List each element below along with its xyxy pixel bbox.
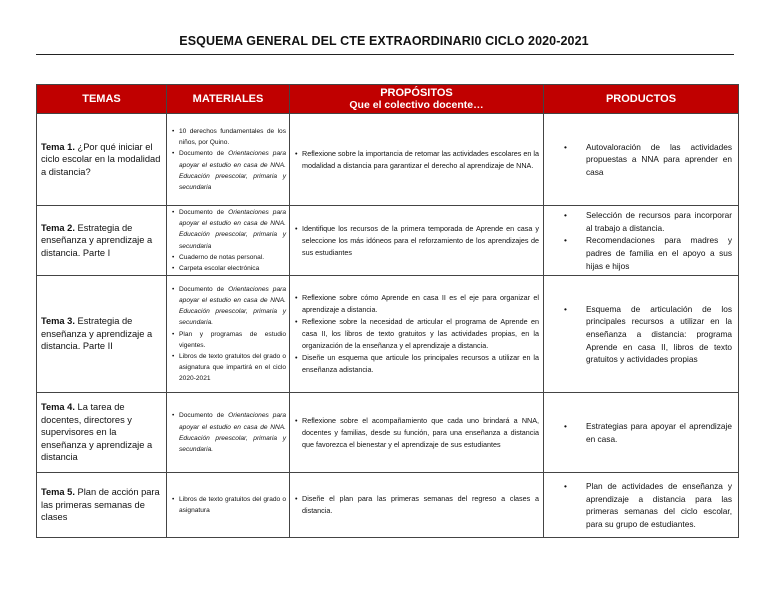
propositos-cell bbox=[290, 114, 544, 206]
propositos-list bbox=[294, 493, 539, 517]
proposito-item: • Diseñe el plan para las primeras semanas del regreso a clases a distancia. bbox=[294, 493, 539, 517]
materiales-list bbox=[171, 284, 286, 385]
propositos-list bbox=[294, 223, 539, 259]
table-row bbox=[37, 393, 739, 473]
materiales-cell bbox=[167, 276, 290, 393]
tema-number: Tema 1. bbox=[41, 141, 75, 152]
material-item bbox=[171, 148, 286, 193]
schedule-table bbox=[36, 84, 739, 538]
tema-title: Estrategia de enseñanza y aprendizaje a distancia. Parte II bbox=[41, 316, 153, 352]
material-italic-text: Orientaciones para apoyar el estudio en casa de NNA. Educación preescolar, primaria y secundaria. bbox=[179, 285, 286, 327]
proposito-item: • Reflexione sobre la importancia de retomar las actividades escolares en la modalidad a distancia para garantizar el derecho al aprendizaje de NNA. bbox=[294, 148, 539, 172]
productos-cell bbox=[544, 276, 739, 393]
propositos-cell bbox=[290, 393, 544, 473]
header-productos: PRODUCTOS bbox=[544, 85, 739, 114]
proposito-item: • Diseñe un esquema que articule los principales recursos a utilizar en la enseñanza adistancia. bbox=[294, 352, 539, 376]
material-italic-text: Orientaciones para apoyar el estudio en casa de NNA. Educación preescolar, primaria y secundaria bbox=[179, 209, 286, 250]
producto-item: • Selección de recursos para incorporar al trabajo a distancia. bbox=[550, 209, 732, 234]
tema-number: Tema 5. bbox=[41, 487, 75, 498]
table-row bbox=[37, 206, 739, 276]
material-italic-text: Orientaciones para apoyar el estudio en casa de NNA. Educación preescolar, primaria y secundaria bbox=[179, 150, 286, 191]
tema-title: Plan de acción para las primeras semanas de clases bbox=[41, 487, 160, 523]
tema-number: Tema 2. bbox=[41, 222, 75, 233]
header-row bbox=[37, 85, 739, 114]
header-propositos-label: PROPÓSITOS bbox=[380, 87, 453, 99]
propositos-cell bbox=[290, 473, 544, 538]
material-item bbox=[171, 284, 286, 329]
productos-cell bbox=[544, 473, 739, 538]
proposito-item: • Identifique los recursos de la primera temporada de Aprende en casa y seleccione los más idóneos para el reforzamiento de los aprendizajes de sus estudiantes bbox=[294, 223, 539, 259]
material-text: Documento de bbox=[179, 285, 229, 293]
proposito-item: • Reflexione sobre la necesidad de articular el programa de Aprende en casa II, los libros de texto gratuitos y las actividades propias, en la organización de la enseñanza y el aprendizaje a distancia. bbox=[294, 316, 539, 352]
tema-cell bbox=[37, 114, 167, 206]
producto-item: • Esquema de articulación de los principales recursos a utilizar en la enseñanza a distancia: programa Aprende en casa II, libros de texto gratuitos y actividades propias bbox=[550, 303, 732, 366]
tema-title: La tarea de docentes, directores y supervisores en la enseñanza y aprendizaje a distancia bbox=[41, 402, 153, 463]
tema-number: Tema 3. bbox=[41, 316, 75, 327]
productos-list bbox=[550, 303, 732, 366]
materiales-list bbox=[171, 126, 286, 193]
material-text: 10 derechos fundamentales de los niños, por Quino. bbox=[179, 127, 286, 147]
title-underline bbox=[36, 54, 734, 55]
productos-cell bbox=[544, 114, 739, 206]
material-text: Plan y programas de estudio vigentes. bbox=[179, 330, 286, 349]
table-body bbox=[37, 114, 739, 538]
table-row bbox=[37, 473, 739, 538]
propositos-list bbox=[294, 292, 539, 376]
tema-cell bbox=[37, 206, 167, 276]
material-item bbox=[171, 126, 286, 148]
productos-list bbox=[550, 420, 732, 445]
producto-item: • Recomendaciones para madres y padres de familia en el apoyo a sus hijas e hijos bbox=[550, 234, 732, 272]
proposito-item: • Reflexione sobre cómo Aprende en casa II es el eje para organizar el aprendizaje a distancia. bbox=[294, 292, 539, 316]
material-item bbox=[171, 263, 286, 274]
tema-cell bbox=[37, 276, 167, 393]
material-item bbox=[171, 410, 286, 455]
producto-item: • Estrategias para apoyar el aprendizaje en casa. bbox=[550, 420, 732, 445]
table-row bbox=[37, 114, 739, 206]
material-text: Libros de texto gratuitos del grado o asignatura bbox=[179, 496, 286, 515]
material-item bbox=[171, 494, 286, 516]
material-text: Cuaderno de notas personal. bbox=[179, 253, 265, 261]
material-text: Libros de texto gratuitos del grado o asignatura que impartirá en el ciclo 2020-2021 bbox=[179, 353, 286, 383]
proposito-item: • Reflexione sobre el acompañamiento que cada uno brindará a NNA, docentes y familias, desde su función, para una enseñanza a distancia que favorezca el bienestar y el aprendizaje de sus estudiantes bbox=[294, 415, 539, 451]
material-text: Documento de bbox=[179, 150, 229, 158]
tema-title: Estrategia de enseñanza y aprendizaje a distancia. Parte I bbox=[41, 222, 153, 258]
materiales-list bbox=[171, 207, 286, 274]
materiales-list bbox=[171, 494, 286, 516]
header-temas: TEMAS bbox=[37, 85, 167, 114]
tema-title: ¿Por qué iniciar el ciclo escolar en la modalidad a distancia? bbox=[41, 141, 161, 177]
material-text: Documento de bbox=[179, 209, 229, 216]
productos-list bbox=[550, 141, 732, 179]
material-item bbox=[171, 207, 286, 252]
productos-cell bbox=[544, 206, 739, 276]
materiales-list bbox=[171, 410, 286, 455]
material-text: Carpeta escolar electrónica bbox=[179, 265, 260, 273]
tema-cell bbox=[37, 473, 167, 538]
producto-item: • Autovaloración de las actividades propuestas a NNA para aprender en casa bbox=[550, 141, 732, 179]
propositos-list bbox=[294, 415, 539, 451]
tema-number: Tema 4. bbox=[41, 402, 75, 413]
propositos-cell bbox=[290, 206, 544, 276]
material-item bbox=[171, 351, 286, 385]
materiales-cell bbox=[167, 206, 290, 276]
productos-cell bbox=[544, 393, 739, 473]
propositos-cell bbox=[290, 276, 544, 393]
materiales-cell bbox=[167, 114, 290, 206]
tema-cell bbox=[37, 393, 167, 473]
header-propositos-subtitle: Que el colectivo docente… bbox=[349, 99, 484, 111]
header-propositos bbox=[290, 85, 544, 114]
material-text: Documento de bbox=[179, 412, 229, 420]
materiales-cell bbox=[167, 393, 290, 473]
document-title: ESQUEMA GENERAL DEL CTE EXTRAORDINARI0 CICLO 2020-2021 bbox=[179, 34, 589, 48]
productos-list bbox=[550, 209, 732, 272]
header-materiales: MATERIALES bbox=[167, 85, 290, 114]
material-item bbox=[171, 252, 286, 263]
material-italic-text: Orientaciones para apoyar el estudio en casa de NNA. Educación preescolar, primaria y secundaria. bbox=[179, 412, 286, 453]
propositos-list bbox=[294, 148, 539, 172]
table-row bbox=[37, 276, 739, 393]
materiales-cell bbox=[167, 473, 290, 538]
material-item bbox=[171, 329, 286, 351]
productos-list bbox=[550, 480, 732, 530]
producto-item: • Plan de actividades de enseñanza y aprendizaje a distancia para las primeras semanas del ciclo escolar, para su grupo de estudiantes. bbox=[550, 480, 732, 530]
